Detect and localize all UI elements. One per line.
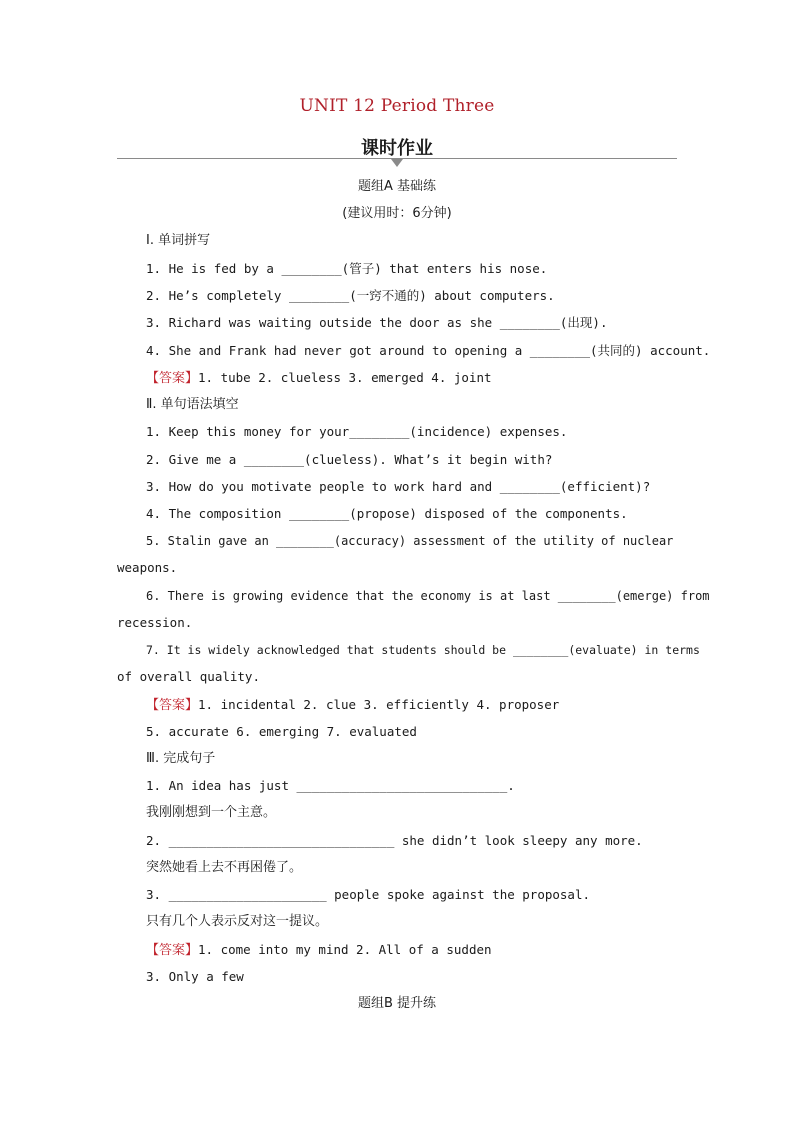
s2-answer-line1 xyxy=(146,697,559,714)
s3-question-2: 2. ______________________________ she didn’t look sleepy any more. xyxy=(146,833,643,848)
s2-question-1: 1. Keep this money for your________(incidence) expenses. xyxy=(146,424,568,439)
answer-tag: 【答案】 xyxy=(146,943,199,958)
s2-question-6-line1: 6. There is growing evidence that the economy is at last ________(emerge) from xyxy=(146,589,710,603)
answer-tag: 【答案】 xyxy=(146,371,199,386)
s2-answer-text-1: 1. incidental 2. clue 3. efficiently 4. proposer xyxy=(198,697,560,712)
s1-question-1: 1. He is fed by a ________(管子) that enters his nose. xyxy=(146,261,548,276)
s1-answer-text: 1. tube 2. clueless 3. emerged 4. joint xyxy=(198,370,492,385)
s3-question-3-translation: 只有几个人表示反对这一提议。 xyxy=(146,914,329,929)
s2-question-3: 3. How do you motivate people to work hard and ________(efficient)? xyxy=(146,479,651,494)
section-1-heading: Ⅰ. 单词拼写 xyxy=(146,233,211,248)
s2-answer-line2: 5. accurate 6. emerging 7. evaluated xyxy=(146,724,417,739)
s2-question-6-line2: recession. xyxy=(117,615,193,630)
s3-answer-line2: 3. Only a few xyxy=(146,969,244,984)
s3-question-1-translation: 我刚刚想到一个主意。 xyxy=(146,805,277,820)
answer-tag: 【答案】 xyxy=(146,698,199,713)
s3-question-2-translation: 突然她看上去不再困倦了。 xyxy=(146,860,303,875)
s1-question-3: 3. Richard was waiting outside the door as she ________(出现). xyxy=(146,315,608,330)
page-title: UNIT 12 Period Three xyxy=(299,96,495,116)
s2-question-5-line1: 5. Stalin gave an ________(accuracy) assessment of the utility of nuclear xyxy=(146,534,674,548)
s2-question-7-line1: 7. It is widely acknowledged that students should be ________(evaluate) in terms xyxy=(146,643,700,657)
section-2-heading: Ⅱ. 单句语法填空 xyxy=(146,397,239,412)
group-a-heading: 题组A 基础练 xyxy=(357,179,437,194)
s2-question-4: 4. The composition ________(propose) disposed of the components. xyxy=(146,506,628,521)
page-subtitle: 课时作业 xyxy=(361,138,433,159)
s3-question-1: 1. An idea has just ____________________________. xyxy=(146,778,515,793)
group-b-heading: 题组B 提升练 xyxy=(357,996,437,1011)
s3-question-3: 3. _____________________ people spoke against the proposal. xyxy=(146,887,591,902)
divider-marker-icon xyxy=(391,159,403,167)
s1-answer xyxy=(146,370,492,387)
s2-question-5-line2: weapons. xyxy=(117,560,178,575)
s1-question-2: 2. He’s completely ________(一窍不通的) about computers. xyxy=(146,288,555,303)
s1-question-4: 4. She and Frank had never got around to opening a ________(共同的) account. xyxy=(146,343,711,358)
s2-question-2: 2. Give me a ________(clueless). What’s it begin with? xyxy=(146,452,553,467)
section-3-heading: Ⅲ. 完成句子 xyxy=(146,751,216,766)
suggested-time: (建议用时：6分钟) xyxy=(342,206,452,221)
s2-question-7-line2: of overall quality. xyxy=(117,669,260,684)
s3-answer-line1 xyxy=(146,942,492,959)
s3-answer-text-1: 1. come into my mind 2. All of a sudden xyxy=(198,942,492,957)
